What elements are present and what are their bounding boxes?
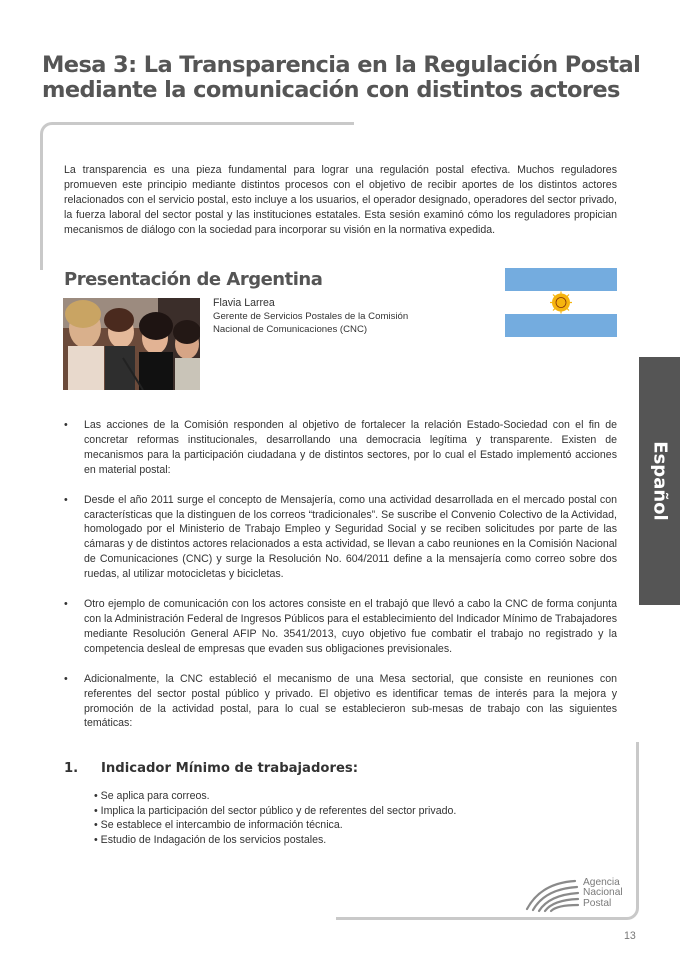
list-item: [64, 597, 617, 657]
list-item-text: Las acciones de la Comisión responden al objetivo de fortalecer la relación Estado-Sociedad con el fin de concretar reformas institucionales, desarrollando una democracia legítima y transparente. Existen de mecanismos para la participación ciudadana y de distintos sectores, por lo cual el Estado implementó acciones en material postal:: [84, 419, 617, 476]
bullet-dot: •: [64, 598, 68, 611]
agency-logo-text: [583, 878, 623, 909]
speaker-role-line1: Gerente de Servicios Postales de la Comisión: [213, 311, 409, 322]
logo-line3: Postal: [583, 897, 612, 909]
subsection-number: 1.: [64, 761, 79, 776]
bullet-dot: •: [64, 419, 68, 431]
sublist-item: • Se establece el intercambio de información técnica.: [94, 819, 343, 831]
list-item: [64, 418, 617, 478]
speaker-role: [213, 311, 453, 336]
page-title: [42, 53, 642, 103]
bullet-dot: •: [64, 672, 68, 685]
page-title-line1: Mesa 3: La Transparencia en la Regulación Postal: [42, 52, 641, 78]
language-tab-label: Español: [649, 441, 670, 521]
subsection-list: [94, 789, 456, 847]
subsection-title: Indicador Mínimo de trabajadores:: [101, 761, 359, 776]
bullet-list: [64, 418, 617, 746]
intro-paragraph: La transparencia es una pieza fundamental para lograr una regulación postal efectiva. Muchos reguladores promueven este principio mediante distintos procesos con el objetivo de recibir aportes de los distintos actores relacionados con el servicio postal, esto incluye a los usuarios, el operador designado, operadores del sector privado, la fuerza laboral del sector postal y las instituciones estatales. Esta sesión examinó cómo los reguladores propician mecanismos de diálogo con la sociedad para incorporar su visión en la normativa expedida.: [64, 164, 617, 236]
list-item-text: Otro ejemplo de comunicación con los actores consiste en el trabajó que llevó a cabo la CNC de forma conjunta con la Administración Federal de Ingresos Públicos para el establecimiento del Indicador Mínimo de Trabajadores mediante Resolución General AFIP No. 3541/2013, cuyo objetivo fue combatir el trabajo no registrado y la competencia desleal de empresas que evaden sus obligaciones previsionales.: [84, 598, 617, 655]
speaker-photo: [63, 298, 200, 390]
page-number: 13: [624, 930, 636, 942]
section-heading: Presentación de Argentina: [64, 269, 323, 290]
logo-line2: Nacional: [583, 887, 623, 899]
bullet-dot: •: [64, 493, 68, 506]
sublist-item: • Estudio de Indagación de los servicios postales.: [94, 833, 327, 846]
page-title-line2: mediante la comunicación con distintos actores: [42, 77, 620, 103]
list-item-text: Desde el año 2011 surge el concepto de Mensajería, como una actividad desarrollada en el mercado postal con características que la distinguen de los correos “tradicionales”. Se suscribe el Convenio Colectivo de la Actividad, homologado por el Ministerio de Trabajo Empleo y Seguridad Social y se reciben solicitudes por parte de las cámaras y de distintos actores relacionados a esta actividad, se llevan a cabo reuniones en la Comisión Nacional de Comunicaciones (CNC) y surge la Resolución No. 604/2011 define a la mensajería como correo sobre dos ruedas, al utilizar motocicletas y bicicletas.: [84, 493, 617, 581]
sublist-item: • Se aplica para correos.: [94, 790, 210, 802]
speaker-name: Flavia Larrea: [213, 297, 275, 309]
list-item-text: Adicionalmente, la CNC estableció el mecanismo de una Mesa sectorial, que consiste en reuniones con referentes del sector postal público y privado. El objetivo es identificar temas de interés para la mejora y promoción de la actividad postal, para lo cual se establecieron sub-mesas de trabajo con las siguientes temáticas:: [84, 672, 617, 730]
subsection-heading: [64, 761, 358, 776]
language-tab: [639, 357, 680, 605]
argentina-flag-icon: [505, 268, 617, 337]
list-item: [64, 493, 617, 582]
logo-line1: Agencia: [583, 877, 620, 888]
sublist-item: • Implica la participación del sector público y de referentes del sector privado.: [94, 804, 457, 817]
speaker-role-line2: Nacional de Comunicaciones (CNC): [213, 323, 368, 335]
list-item: [64, 672, 617, 732]
